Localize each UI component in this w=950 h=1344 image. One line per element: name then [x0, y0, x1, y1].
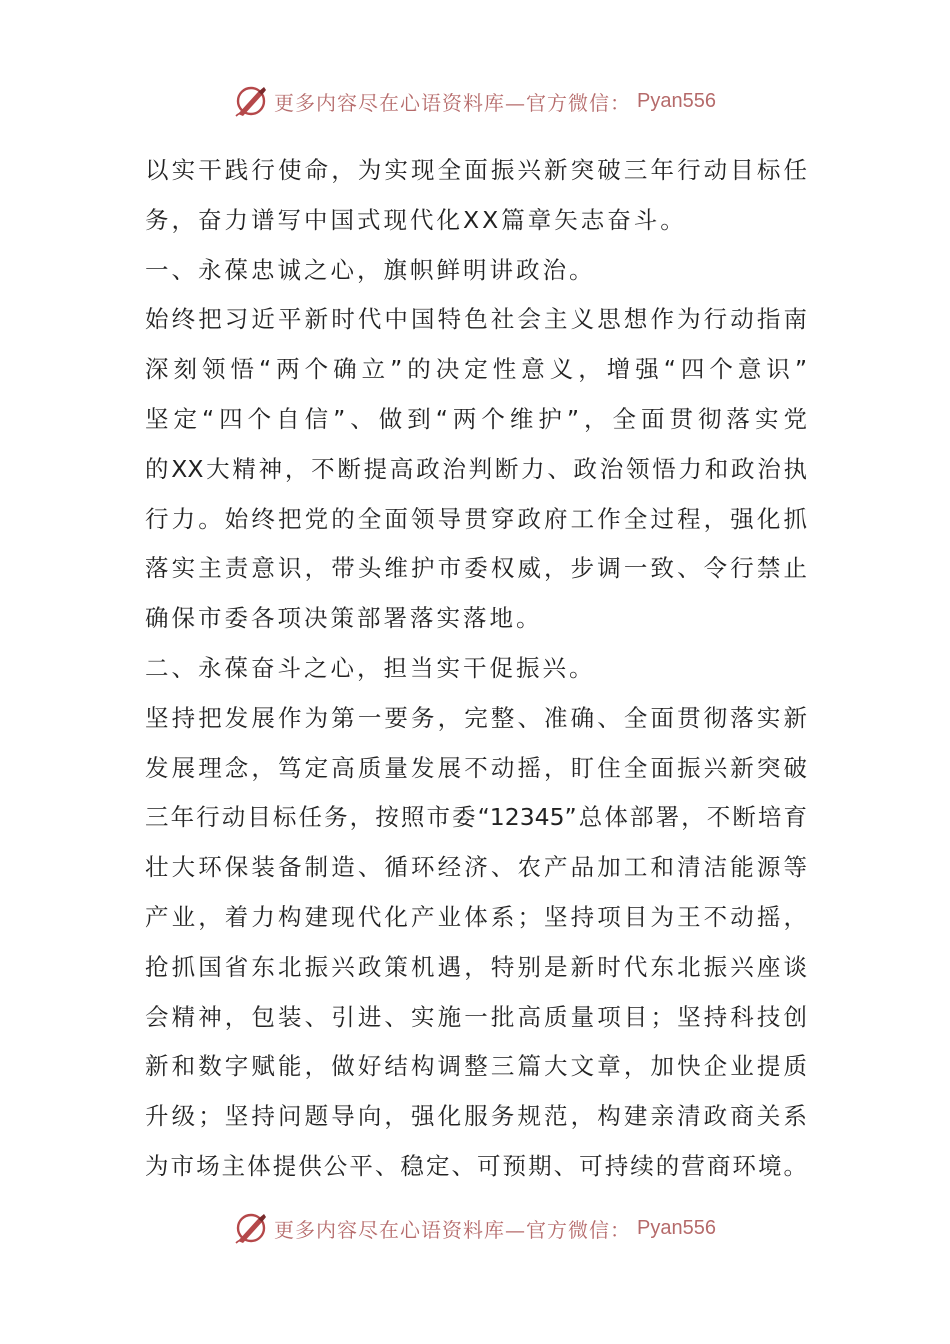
pen-logo-icon	[234, 1211, 268, 1245]
text-line: 深刻领悟“两个确立”的决定性意义，增强“四个意识”	[145, 355, 807, 384]
document-body	[145, 146, 807, 1192]
watermark-wechat-id: Pyan556	[637, 89, 716, 112]
header-watermark	[0, 84, 950, 118]
text-line: 抢抓国省东北振兴政策机遇，特别是新时代东北振兴座谈	[145, 952, 807, 981]
text-line: 坚持把发展作为第一要务，完整、准确、全面贯彻落实新	[145, 703, 807, 732]
text-line: 新和数字赋能，做好结构调整三篇大文章，加快企业提质	[145, 1052, 807, 1081]
watermark-text: 更多内容尽在心语资料库—官方微信：	[274, 90, 632, 115]
text-line: 以实干践行使命，为实现全面振兴新突破三年行动目标任	[145, 156, 807, 184]
watermark-wechat-id: Pyan556	[637, 1216, 716, 1239]
text-line: 一、永葆忠诚之心，旗帜鲜明讲政治。	[145, 255, 596, 284]
text-line: 始终把习近平新时代中国特色社会主义思想作为行动指南	[145, 305, 807, 334]
text-line: 的XX大精神，不断提高政治判断力、政治领悟力和政治执	[145, 454, 807, 483]
text-line: 升级；坚持问题导向，强化服务规范，构建亲清政商关系	[145, 1102, 807, 1131]
text-line: 确保市委各项决策部署落实落地。	[145, 604, 543, 633]
text-line: 务，奋力谱写中国式现代化XX篇章矢志奋斗。	[145, 205, 687, 234]
text-line: 壮大环保装备制造、循环经济、农产品加工和清洁能源等	[145, 853, 807, 882]
text-line: 为市场主体提供公平、稳定、可预期、可持续的营商环境。	[145, 1151, 807, 1180]
text-line: 坚定“四个自信”、做到“两个维护”，全面贯彻落实党	[145, 404, 807, 433]
text-line: 落实主责意识，带头维护市委权威，步调一致、令行禁止	[145, 554, 807, 583]
text-line: 会精神，包装、引进、实施一批高质量项目；坚持科技创	[145, 1002, 807, 1031]
text-line: 行力。始终把党的全面领导贯穿政府工作全过程，强化抓	[145, 504, 807, 533]
watermark-text: 更多内容尽在心语资料库—官方微信：	[274, 1217, 632, 1242]
text-line: 三年行动目标任务，按照市委“12345”总体部署，不断培育	[145, 803, 807, 832]
footer-watermark	[0, 1211, 950, 1245]
text-line: 发展理念，笃定高质量发展不动摇，盯住全面振兴新突破	[145, 753, 807, 782]
text-line: 产业，着力构建现代化产业体系；坚持项目为王不动摇，	[145, 902, 807, 931]
pen-logo-icon	[234, 84, 268, 118]
text-line: 二、永葆奋斗之心，担当实干促振兴。	[145, 653, 596, 682]
